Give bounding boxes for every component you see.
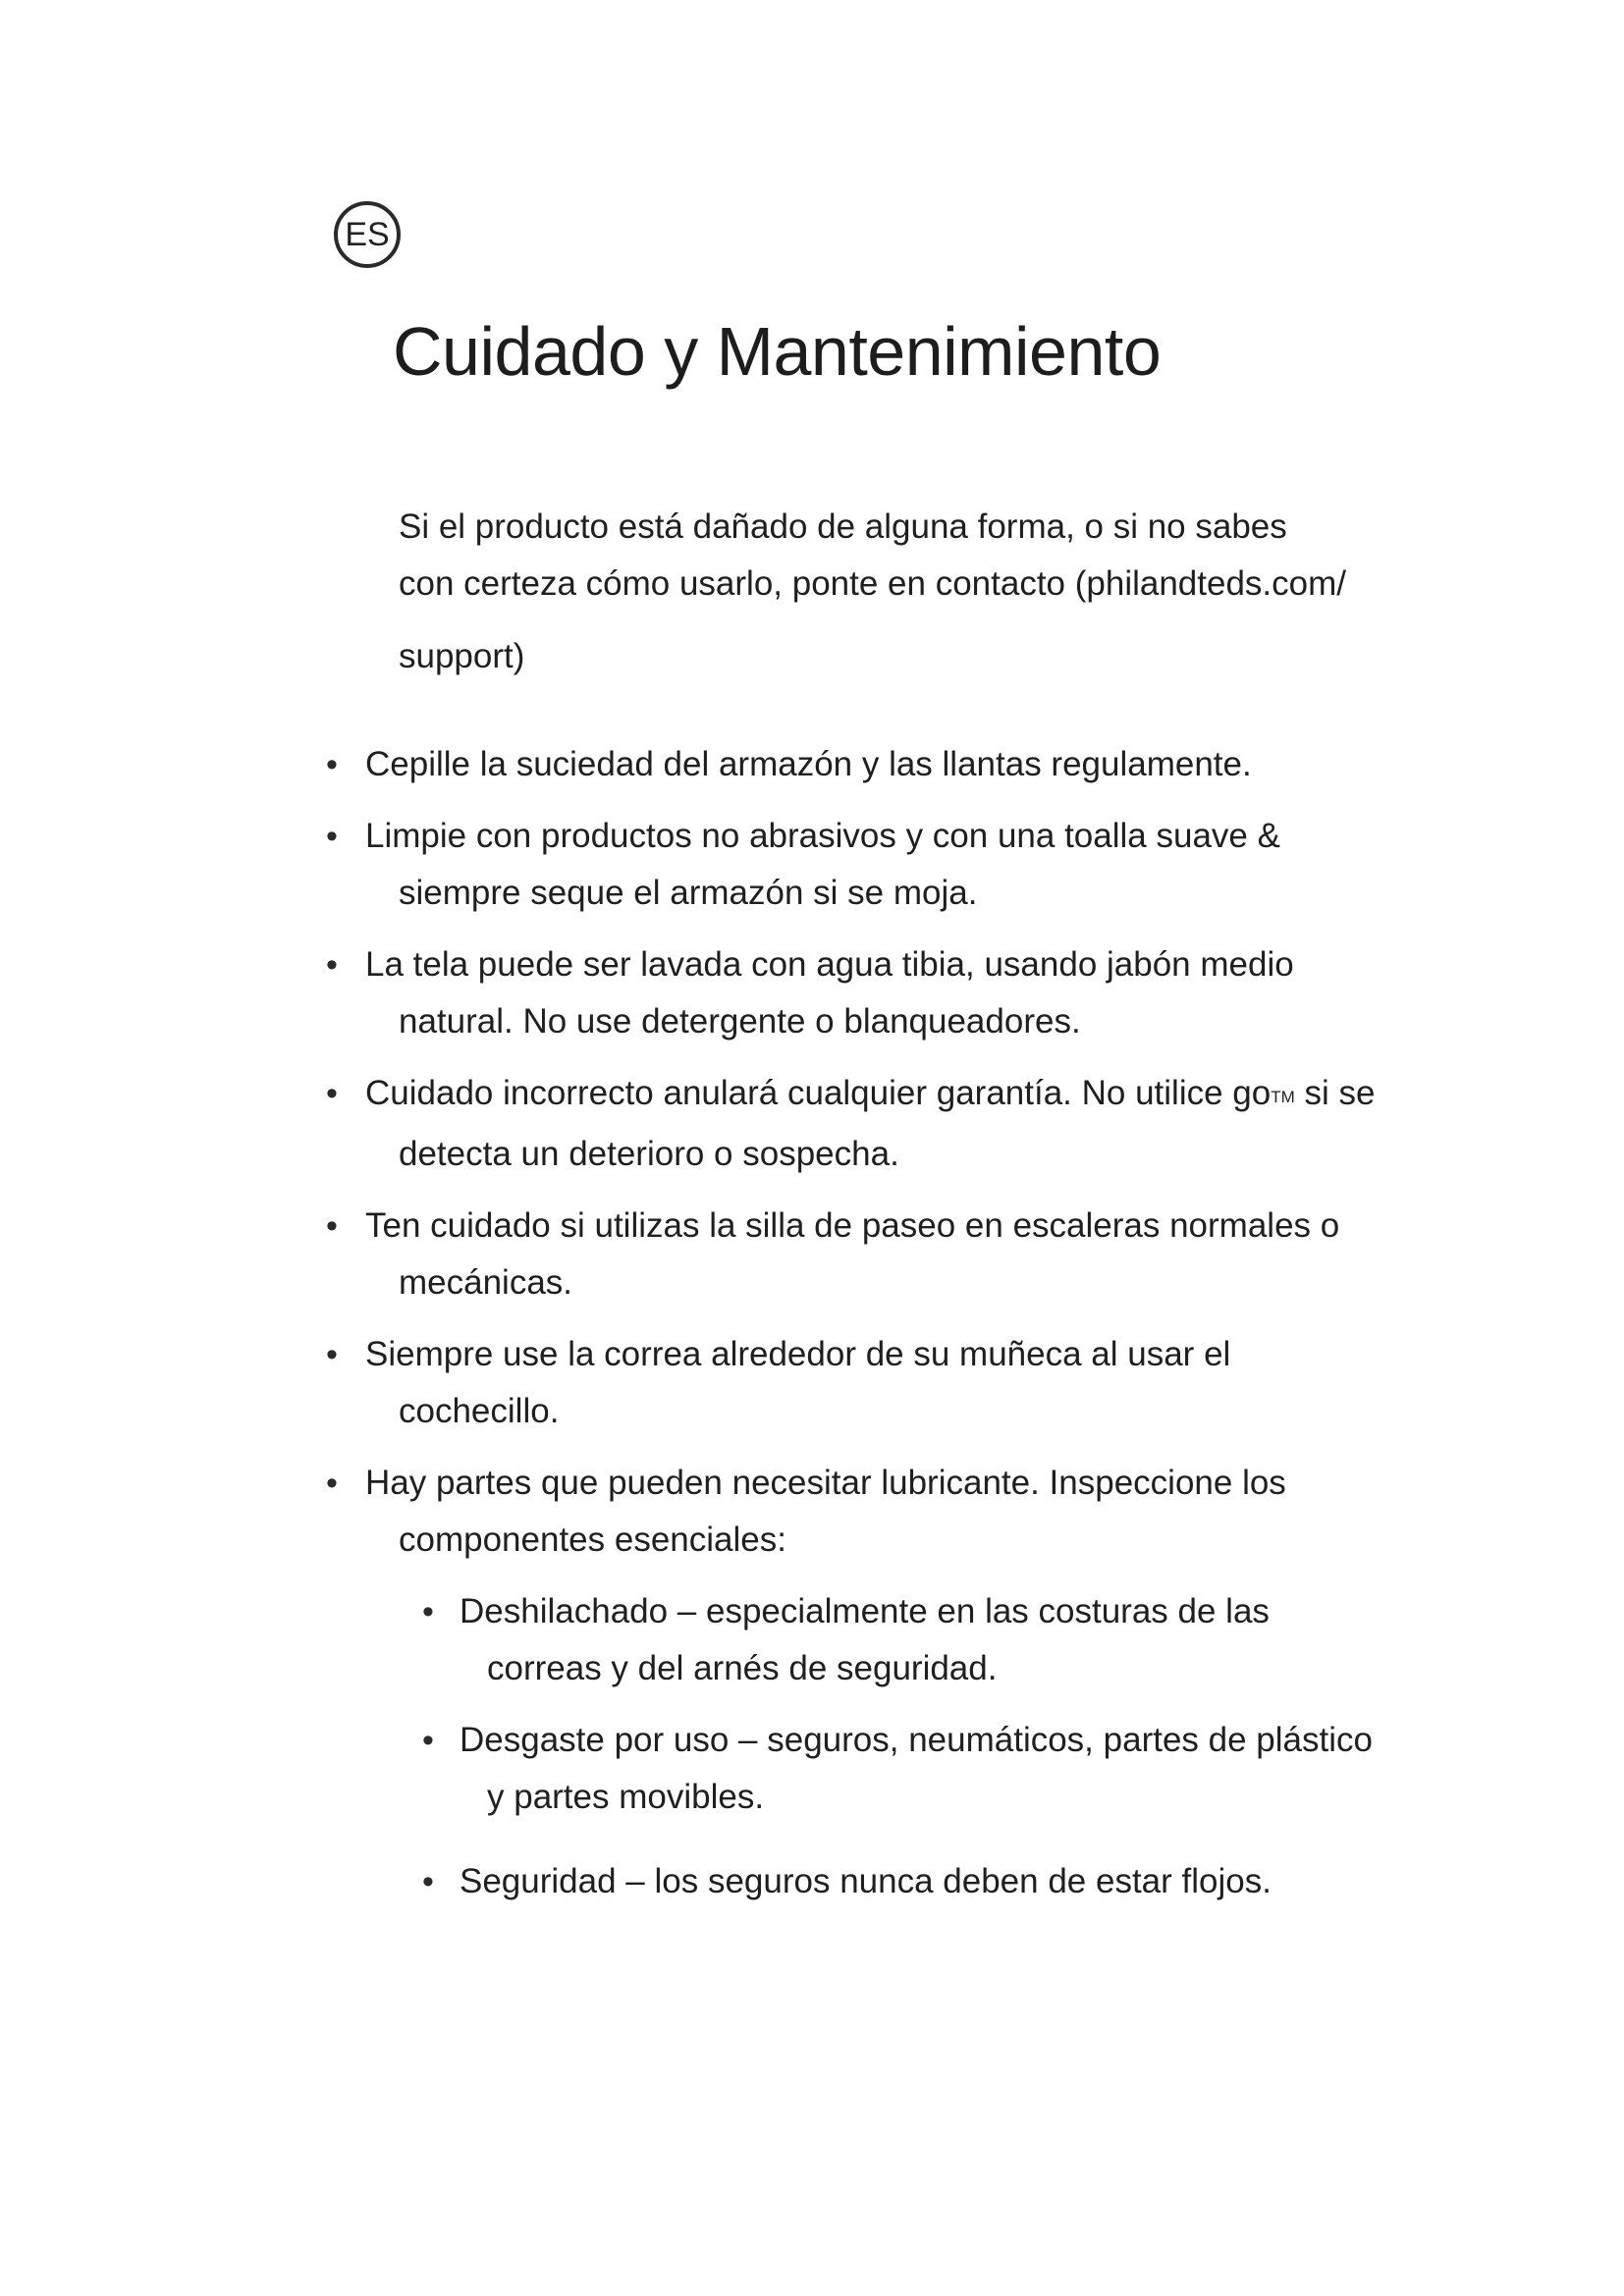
sublist-item-text: Deshilachado – especialmente en las costuras de las [460,1592,1270,1630]
list-item-text: Limpie con productos no abrasivos y con una toalla suave & [365,817,1280,855]
page-title: Cuidado y Mantenimiento [393,313,1162,390]
intro-line: con certeza cómo usarlo, ponte en contacto (philandteds.com/ [399,564,1346,603]
sublist-item [391,1712,1465,1826]
list-item-text: Cepille la suciedad del armazón y las llantas regulamente. [365,745,1252,783]
list-item-text: mecánicas. [399,1263,573,1302]
intro-line: Si el producto está dañado de alguna forma, o si no sabes [399,507,1287,546]
list-item-text: Hay partes que pueden necesitar lubricante. Inspeccione los [365,1464,1286,1502]
sublist-item-text: Seguridad – los seguros nunca deben de estar flojos. [460,1862,1272,1900]
intro-paragraph [399,499,1439,685]
list-item [326,1198,1465,1311]
list-item-text: cochecillo. [399,1392,560,1430]
list-item [326,1065,1465,1183]
list-item [326,808,1465,922]
list-item-text: La tela puede ser lavada con agua tibia, usando jabón medio [365,945,1294,984]
list-item-text: siempre seque el armazón si se moja. [399,874,978,912]
list-item [326,1326,1465,1440]
sublist-item-text: correas y del arnés de seguridad. [487,1649,998,1687]
inspection-sublist [365,1583,1465,1910]
trademark-mark: TM [1271,1088,1295,1106]
list-item [326,936,1465,1050]
list-item-text: Siempre use la correa alrededor de su muñeca al usar el [365,1335,1231,1373]
sublist-item [391,1853,1465,1910]
list-item-text: Cuidado incorrecto anulará cualquier garantía. No utilice go [365,1074,1272,1112]
list-item [326,1455,1465,1910]
list-item-text: Ten cuidado si utilizas la silla de paseo en escaleras normales o [365,1206,1340,1245]
intro-line: support) [399,637,525,675]
list-item-text: natural. No use detergente o blanqueadores. [399,1002,1081,1041]
care-instructions-list [326,736,1465,1925]
sublist-item-text: y partes movibles. [487,1778,765,1816]
list-item-text: detecta un deterioro o sospecha. [399,1135,899,1173]
sublist-item-text: Desgaste por uso – seguros, neumáticos, partes de plástico [460,1721,1373,1759]
list-item-text: componentes esenciales: [399,1521,786,1559]
list-item [326,736,1465,793]
sublist-item [391,1583,1465,1697]
language-badge: ES [334,201,401,268]
list-item-text: si se [1294,1074,1376,1112]
